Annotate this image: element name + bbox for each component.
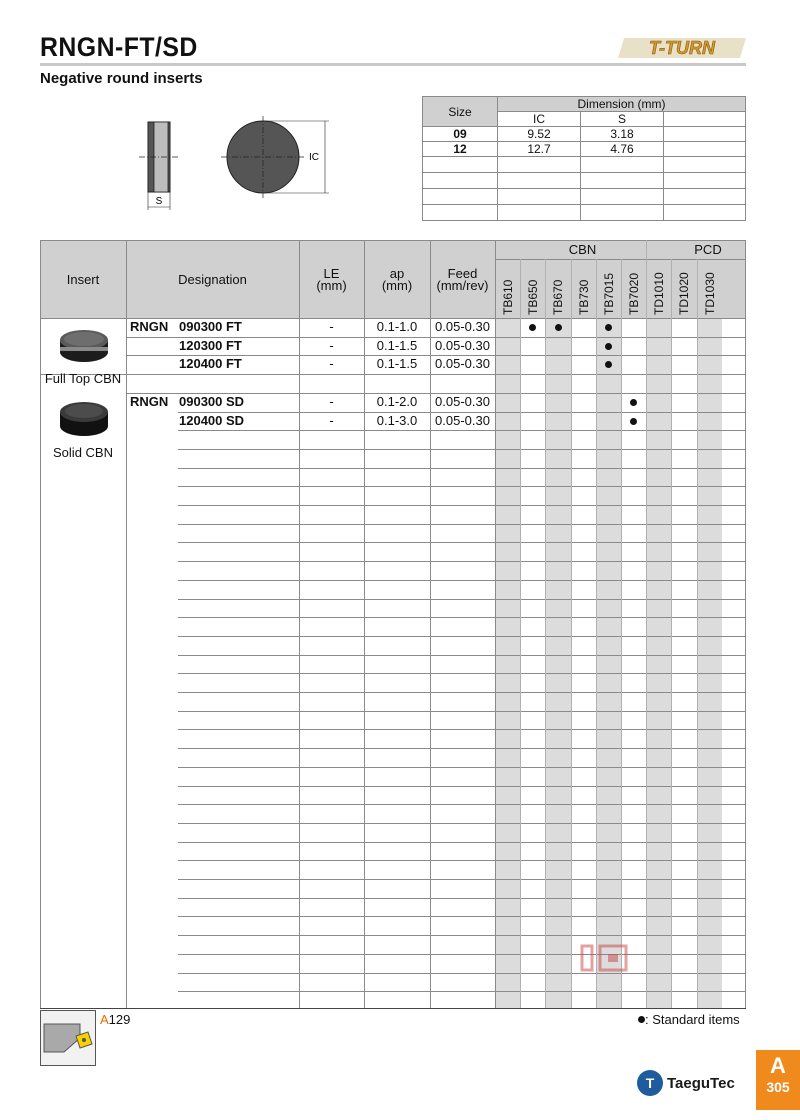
s-dim-label: S <box>155 196 163 207</box>
grade-header-td1030: TD1030 <box>702 272 717 315</box>
watermark-logo <box>578 942 634 976</box>
ic-dim-label: IC <box>309 152 319 163</box>
empty-cell <box>498 205 581 221</box>
grade-column-divider <box>596 259 597 1008</box>
row-divider <box>178 449 746 450</box>
row-divider <box>178 617 746 618</box>
feed-cell: 0.05-0.30 <box>435 356 490 372</box>
designation-cell: 120400 SD <box>179 412 245 428</box>
ic-cell: 9.52 <box>498 127 581 142</box>
row-divider <box>178 767 746 768</box>
row-divider <box>178 729 746 730</box>
full-top-cbn-label: Full Top CBN <box>44 371 122 386</box>
legend <box>638 1012 740 1027</box>
empty-cell <box>423 205 498 221</box>
feed-cell: 0.05-0.30 <box>435 337 490 353</box>
row-divider <box>178 486 746 487</box>
standard-item-dot-icon <box>529 324 536 331</box>
row-divider <box>178 935 746 936</box>
column-divider <box>126 240 127 1008</box>
empty-cell <box>664 142 746 157</box>
empty-cell <box>664 205 746 221</box>
le-header: LE <box>323 266 340 281</box>
grade-header-tb670: TB670 <box>551 279 566 315</box>
row-divider <box>178 991 746 992</box>
dimension-header: Dimension (mm) <box>498 97 746 112</box>
designation-cell: 090300 SD <box>179 393 245 409</box>
empty-cell <box>581 157 664 173</box>
group-prefix: RNGN <box>130 394 169 409</box>
empty-cell <box>581 173 664 189</box>
column-divider <box>40 240 41 1008</box>
designation-header: Designation <box>178 272 247 287</box>
page-section-letter: A <box>770 1053 786 1078</box>
le-cell: - <box>329 393 334 409</box>
grade-column-stripe <box>545 318 570 1008</box>
grade-column-stripe <box>495 318 520 1008</box>
grade-column-divider <box>545 259 546 1008</box>
ap-unit: (mm) <box>381 278 413 293</box>
empty-cell <box>423 173 498 189</box>
ic-cell: 12.7 <box>498 142 581 157</box>
ic-col-header: IC <box>498 112 581 127</box>
row-divider <box>178 692 746 693</box>
s-cell: 4.76 <box>581 142 664 157</box>
le-cell: - <box>329 319 334 334</box>
row-divider <box>178 973 746 974</box>
row-divider <box>178 599 746 600</box>
designation-cell: 120300 FT <box>179 337 242 353</box>
table-row <box>423 142 746 157</box>
empty-cell <box>664 189 746 205</box>
empty-cell <box>664 173 746 189</box>
row-divider <box>178 673 746 674</box>
empty-cell <box>664 127 746 142</box>
size-header: Size <box>423 97 498 127</box>
dimension-table <box>422 96 746 221</box>
t-turn-logo <box>618 34 748 60</box>
standard-item-dot-icon <box>555 324 562 331</box>
grade-column-divider <box>671 259 672 1008</box>
s-col-header: S <box>581 112 664 127</box>
grade-column-divider <box>520 259 521 1008</box>
grade-column-stripe <box>596 318 621 1008</box>
ref-number: 129 <box>108 1012 131 1027</box>
grade-header-td1020: TD1020 <box>677 272 692 315</box>
ap-cell: 0.1-2.0 <box>376 393 418 409</box>
page-tab <box>756 1050 800 1110</box>
row-divider <box>178 804 746 805</box>
grade-header-tb730: TB730 <box>576 279 591 315</box>
empty-cell <box>664 112 746 127</box>
standard-item-dot-icon <box>605 343 612 350</box>
feed-cell: 0.05-0.30 <box>435 319 490 334</box>
ap-cell: 0.1-1.5 <box>376 337 418 353</box>
row-divider <box>178 898 746 899</box>
ap-header: ap <box>389 266 405 281</box>
grade-header-td1010: TD1010 <box>652 272 667 315</box>
taegutec-brand <box>636 1068 746 1098</box>
row-divider <box>178 580 746 581</box>
ap-cell: 0.1-1.5 <box>376 356 418 372</box>
standard-item-dot-icon <box>605 324 612 331</box>
row-divider <box>178 505 746 506</box>
row-divider <box>40 374 746 375</box>
grade-column-divider <box>571 259 572 1008</box>
pcd-group-header: PCD <box>694 242 722 257</box>
row-divider <box>178 860 746 861</box>
solid-cbn-label: Solid CBN <box>53 445 113 460</box>
row-divider <box>178 524 746 525</box>
insert-drawing <box>135 112 335 216</box>
row-divider <box>178 468 746 469</box>
size-cell: 12 <box>423 142 498 157</box>
empty-cell <box>498 189 581 205</box>
column-divider <box>745 240 746 1008</box>
feed-cell: 0.05-0.30 <box>435 393 490 409</box>
s-cell: 3.18 <box>581 127 664 142</box>
ap-cell: 0.1-3.0 <box>376 412 418 428</box>
empty-cell <box>498 157 581 173</box>
row-divider <box>178 561 746 562</box>
row-divider <box>178 711 746 712</box>
cross-reference <box>100 1012 130 1027</box>
insert-table <box>40 240 746 1008</box>
solid-cbn-image <box>58 396 110 440</box>
legend-text: : Standard items <box>645 1012 740 1027</box>
table-bottom-border <box>40 1008 746 1009</box>
grade-column-divider <box>697 259 698 1008</box>
logo-text: T-TURN <box>649 38 715 58</box>
group-prefix: RNGN <box>130 319 169 334</box>
feed-header: Feed <box>447 266 478 281</box>
le-cell: - <box>329 356 334 372</box>
full-top-cbn-image <box>58 322 110 366</box>
row-divider <box>178 636 746 637</box>
empty-cell <box>423 189 498 205</box>
empty-cell <box>581 189 664 205</box>
table-top-border <box>40 240 746 241</box>
row-divider <box>178 916 746 917</box>
standard-item-dot-icon <box>630 399 637 406</box>
row-divider <box>178 786 746 787</box>
title-rule <box>40 63 746 66</box>
insert-header: Insert <box>66 272 100 287</box>
row-divider <box>178 954 746 955</box>
row-divider <box>178 655 746 656</box>
toolholder-thumbnail-icon <box>40 1010 96 1066</box>
standard-item-dot-icon <box>630 418 637 425</box>
le-cell: - <box>329 337 334 353</box>
column-divider <box>495 240 496 1008</box>
le-unit: (mm) <box>316 278 347 293</box>
grade-header-tb7020: TB7020 <box>627 272 641 315</box>
grade-column-stripe <box>646 318 671 1008</box>
row-divider <box>178 748 746 749</box>
grade-header-tb7015: TB7015 <box>601 272 616 315</box>
empty-cell <box>581 205 664 221</box>
grade-column-divider <box>646 240 647 1008</box>
row-divider <box>178 430 746 431</box>
row-divider <box>178 879 746 880</box>
row-divider <box>178 823 746 824</box>
grade-header-tb650: TB650 <box>526 279 541 315</box>
grade-column-divider <box>621 259 622 1008</box>
row-divider <box>178 842 746 843</box>
ap-cell: 0.1-1.0 <box>376 319 418 334</box>
empty-cell <box>664 157 746 173</box>
grade-header-tb610: TB610 <box>501 279 515 315</box>
empty-cell <box>498 173 581 189</box>
ref-letter: A <box>100 1012 109 1027</box>
size-cell: 09 <box>423 127 498 142</box>
legend-dot-icon <box>638 1016 645 1023</box>
feed-unit: (mm/rev) <box>436 278 489 293</box>
page-subtitle: Negative round inserts <box>40 70 203 87</box>
page-title: RNGN-FT/SD <box>40 32 198 62</box>
page-number: 305 <box>766 1079 790 1095</box>
empty-cell <box>423 157 498 173</box>
row-divider <box>178 542 746 543</box>
table-row <box>423 127 746 142</box>
designation-cell: 090300 FT <box>179 319 242 334</box>
brand-name: TaeguTec <box>667 1075 735 1092</box>
designation-cell: 120400 FT <box>179 356 242 372</box>
feed-cell: 0.05-0.30 <box>435 412 490 428</box>
brand-logo-icon: T <box>645 1075 655 1091</box>
cbn-group-header: CBN <box>568 242 597 257</box>
le-cell: - <box>329 412 334 428</box>
grade-column-stripe <box>697 318 722 1008</box>
